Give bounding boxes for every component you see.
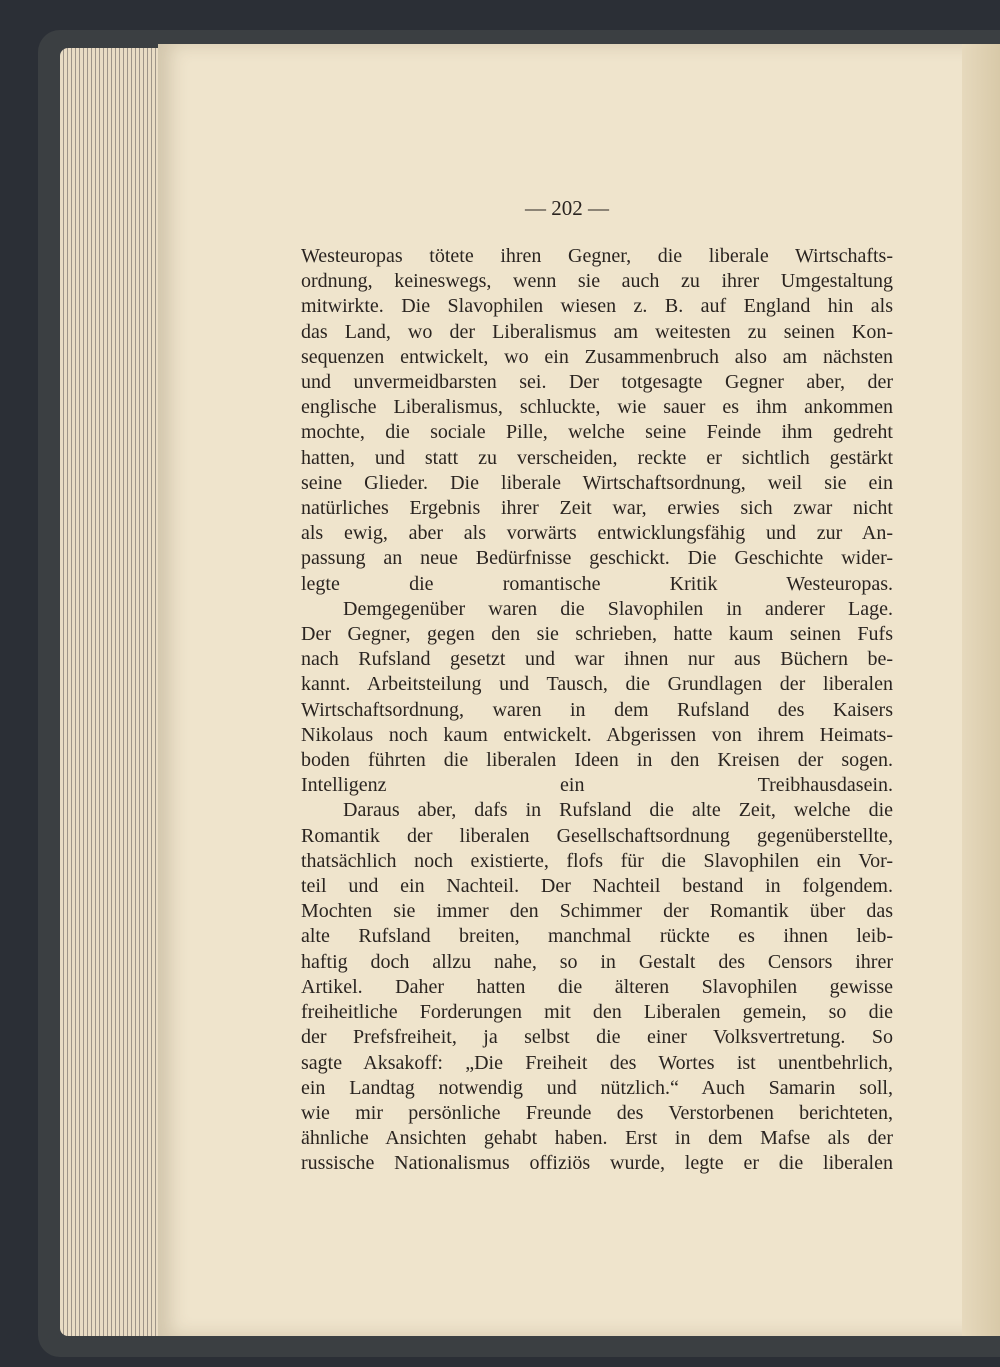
text-line: Intelligenz ein Treibhausdasein.	[301, 774, 893, 797]
text-line: freiheitliche Forderungen mit den Liberalen gemein, so die	[301, 1001, 893, 1024]
text-line: teil und ein Nachteil. Der Nachteil bestand in folgendem.	[301, 875, 893, 898]
text-line: und unvermeidbarsten sei. Der totgesagte Gegner aber, der	[301, 371, 893, 394]
paragraph-3	[301, 798, 893, 1176]
page-number: — 202 —	[525, 196, 609, 220]
text-line: hatten, und statt zu verscheiden, reckte er sichtlich gestärkt	[301, 446, 893, 469]
text-line: Nikolaus noch kaum entwickelt. Abgerissen von ihrem Heimats-	[301, 723, 893, 746]
text-line: Romantik der liberalen Gesellschaftsordnung gegenüberstellte,	[301, 824, 893, 847]
text-line: das Land, wo der Liberalismus am weitesten zu seinen Kon-	[301, 320, 893, 343]
text-line: Westeuropas tötete ihren Gegner, die liberale Wirtschafts-	[301, 245, 893, 267]
text-line: englische Liberalismus, schluckte, wie sauer es ihm ankommen	[301, 396, 893, 419]
text-line: Demgegenüber waren die Slavophilen in anderer Lage.	[343, 597, 893, 620]
paragraph-1	[301, 244, 893, 597]
text-line: Wirtschaftsordnung, waren in dem Rufsland des Kaisers	[301, 698, 893, 721]
body-text	[301, 244, 893, 1177]
text-line: sequenzen entwickelt, wo ein Zusammenbruch also am nächsten	[301, 345, 893, 368]
text-line: wie mir persönliche Freunde des Verstorbenen berichteten,	[301, 1101, 893, 1124]
text-line: ordnung, keineswegs, wenn sie auch zu ihrer Umgestaltung	[301, 270, 893, 293]
text-line: sagte Aksakoff: „Die Freiheit des Wortes ist unentbehrlich,	[301, 1051, 893, 1074]
text-line: boden führten die liberalen Ideen in den Kreisen der sogen.	[301, 749, 893, 772]
book-page	[158, 44, 1000, 1336]
text-line: Mochten sie immer den Schimmer der Romantik über das	[301, 900, 893, 923]
text-line: ein Landtag notwendig und nützlich.“ Auch Samarin soll,	[301, 1076, 893, 1099]
text-line: Der Gegner, gegen den sie schrieben, hatte kaum seinen Fufs	[301, 623, 893, 646]
text-line: legte die romantische Kritik Westeuropas.	[301, 572, 893, 595]
text-line: nach Rufsland gesetzt und war ihnen nur aus Büchern be-	[301, 648, 893, 671]
text-line: mochte, die sociale Pille, welche seine Feinde ihm gedreht	[301, 421, 893, 444]
text-line: passung an neue Bedürfnisse geschickt. Die Geschichte wider-	[301, 547, 893, 570]
paragraph-2	[301, 597, 893, 799]
text-line: Daraus aber, dafs in Rufsland die alte Zeit, welche die	[343, 799, 893, 822]
next-page-edge	[962, 44, 1000, 1336]
text-line: kannt. Arbeitsteilung und Tausch, die Grundlagen der liberalen	[301, 673, 893, 696]
text-line: seine Glieder. Die liberale Wirtschaftsordnung, weil sie ein	[301, 471, 893, 494]
text-line: der Prefsfreiheit, ja selbst die einer Volksvertretung. So	[301, 1026, 893, 1049]
text-line: haftig doch allzu nahe, so in Gestalt des Censors ihrer	[301, 950, 893, 973]
text-line: natürliches Ergebnis ihrer Zeit war, erwies sich zwar nicht	[301, 497, 893, 520]
page-edges	[60, 48, 170, 1336]
text-line: Artikel. Daher hatten die älteren Slavophilen gewisse	[301, 975, 893, 998]
text-line: ähnliche Ansichten gehabt haben. Erst in dem Mafse als der	[301, 1127, 893, 1150]
text-line: alte Rufsland breiten, manchmal rückte es ihnen leib-	[301, 925, 893, 948]
text-line: russische Nationalismus offiziös wurde, legte er die liberalen	[301, 1152, 893, 1175]
text-line: als ewig, aber als vorwärts entwicklungsfähig und zur An-	[301, 522, 893, 545]
text-line: mitwirkte. Die Slavophilen wiesen z. B. auf England hin als	[301, 295, 893, 318]
text-line: thatsächlich noch existierte, flofs für die Slavophilen ein Vor-	[301, 849, 893, 872]
